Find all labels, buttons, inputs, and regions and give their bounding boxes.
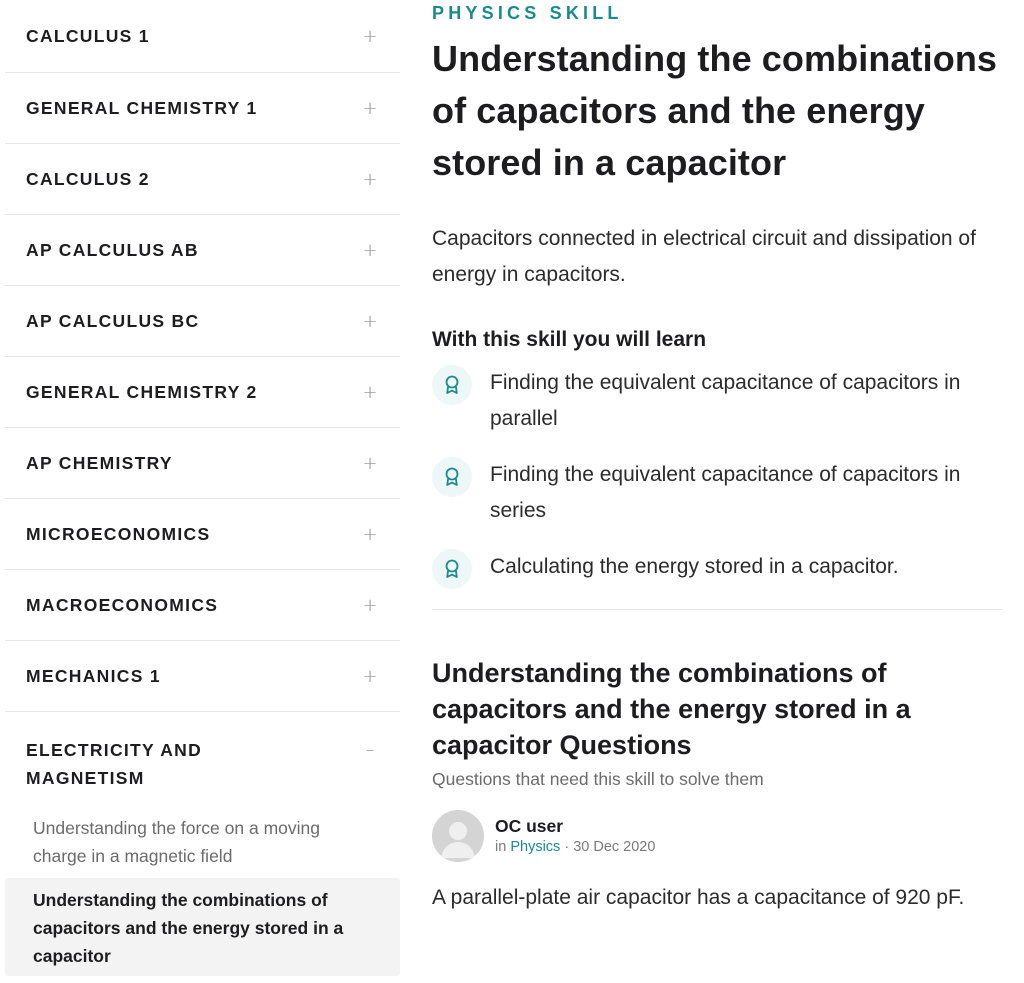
sidebar-category-calculus-1[interactable] bbox=[5, 0, 400, 73]
outcome-text: Finding the equivalent capacitance of capacitors in parallel bbox=[490, 371, 961, 430]
plus-icon[interactable]: + bbox=[362, 168, 378, 190]
category-label: MECHANICS 1 bbox=[26, 665, 161, 686]
sidebar-category-ap-chemistry[interactable] bbox=[5, 428, 400, 499]
sidebar-category-macroeconomics[interactable] bbox=[5, 570, 400, 641]
award-icon bbox=[432, 549, 472, 589]
sidebar-subitem-magnetic-force[interactable]: Understanding the force on a moving charge in a magnetic field bbox=[33, 818, 320, 866]
author-name[interactable]: OC user bbox=[495, 816, 564, 836]
learning-outcome bbox=[432, 457, 1002, 529]
post-meta-line bbox=[495, 837, 655, 857]
divider bbox=[432, 609, 1002, 610]
category-label: AP CALCULUS AB bbox=[26, 239, 199, 260]
sidebar-category-general-chemistry-2[interactable] bbox=[5, 357, 400, 428]
sidebar-category-mechanics-1[interactable] bbox=[5, 641, 400, 712]
post-date: 30 Dec 2020 bbox=[573, 839, 656, 855]
learn-heading: With this skill you will learn bbox=[432, 328, 707, 351]
subject-link[interactable]: Physics bbox=[510, 839, 561, 855]
page-title: Understanding the combinations of capacitors and the energy stored in a capacitor bbox=[432, 38, 998, 183]
category-label: MACROECONOMICS bbox=[26, 594, 219, 615]
sidebar-category-general-chemistry-1[interactable] bbox=[5, 73, 400, 144]
minus-icon[interactable]: – bbox=[365, 739, 375, 760]
skill-eyebrow: PHYSICS SKILL bbox=[432, 3, 623, 23]
plus-icon[interactable]: + bbox=[362, 594, 378, 616]
category-label: CALCULUS 2 bbox=[26, 168, 150, 189]
category-label: MICROECONOMICS bbox=[26, 523, 211, 544]
category-label: AP CALCULUS BC bbox=[26, 310, 200, 331]
plus-icon[interactable]: + bbox=[362, 97, 378, 119]
plus-icon[interactable]: + bbox=[362, 310, 378, 332]
questions-title: Understanding the combinations of capacitors and the energy stored in a capacitor Questions bbox=[432, 658, 911, 760]
plus-icon[interactable]: + bbox=[362, 452, 378, 474]
avatar bbox=[432, 810, 484, 862]
plus-icon[interactable]: + bbox=[362, 239, 378, 261]
learning-outcome bbox=[432, 549, 1002, 589]
learning-outcomes bbox=[432, 365, 1002, 589]
sidebar-subitem-capacitors-active[interactable]: Understanding the combinations of capacitors and the energy stored in a capacitor bbox=[5, 878, 400, 976]
sidebar-category-electricity-and-magnetism[interactable] bbox=[5, 712, 400, 806]
skill-description: Capacitors connected in electrical circuit and dissipation of energy in capacitors. bbox=[432, 227, 976, 286]
questions-subtitle: Questions that need this skill to solve them bbox=[432, 769, 764, 789]
plus-icon[interactable]: + bbox=[362, 523, 378, 545]
outcome-text: Finding the equivalent capacitance of capacitors in series bbox=[490, 463, 961, 522]
award-icon bbox=[432, 365, 472, 405]
category-label: ELECTRICITY AND MAGNETISM bbox=[26, 740, 203, 788]
meta-separator: · bbox=[564, 839, 570, 855]
category-label: GENERAL CHEMISTRY 2 bbox=[26, 381, 258, 402]
outcome-text: Calculating the energy stored in a capacitor. bbox=[490, 555, 899, 578]
category-label: AP CHEMISTRY bbox=[26, 452, 173, 473]
question-post[interactable] bbox=[432, 810, 1002, 862]
question-preview[interactable]: A parallel-plate air capacitor has a capacitance of 920 pF. bbox=[432, 886, 965, 909]
post-meta bbox=[495, 815, 655, 857]
plus-icon[interactable]: + bbox=[362, 381, 378, 403]
category-label: GENERAL CHEMISTRY 1 bbox=[26, 97, 258, 118]
sidebar-category-ap-calculus-ab[interactable] bbox=[5, 215, 400, 286]
plus-icon[interactable]: + bbox=[362, 665, 378, 687]
sidebar-category-calculus-2[interactable] bbox=[5, 144, 400, 215]
in-label: in bbox=[495, 839, 507, 855]
award-icon bbox=[432, 457, 472, 497]
sidebar bbox=[5, 0, 400, 976]
sidebar-category-microeconomics[interactable] bbox=[5, 499, 400, 570]
skill-content bbox=[432, 0, 1002, 916]
plus-icon[interactable]: + bbox=[362, 25, 378, 47]
category-label: CALCULUS 1 bbox=[26, 25, 150, 46]
sidebar-category-ap-calculus-bc[interactable] bbox=[5, 286, 400, 357]
learning-outcome bbox=[432, 365, 1002, 437]
